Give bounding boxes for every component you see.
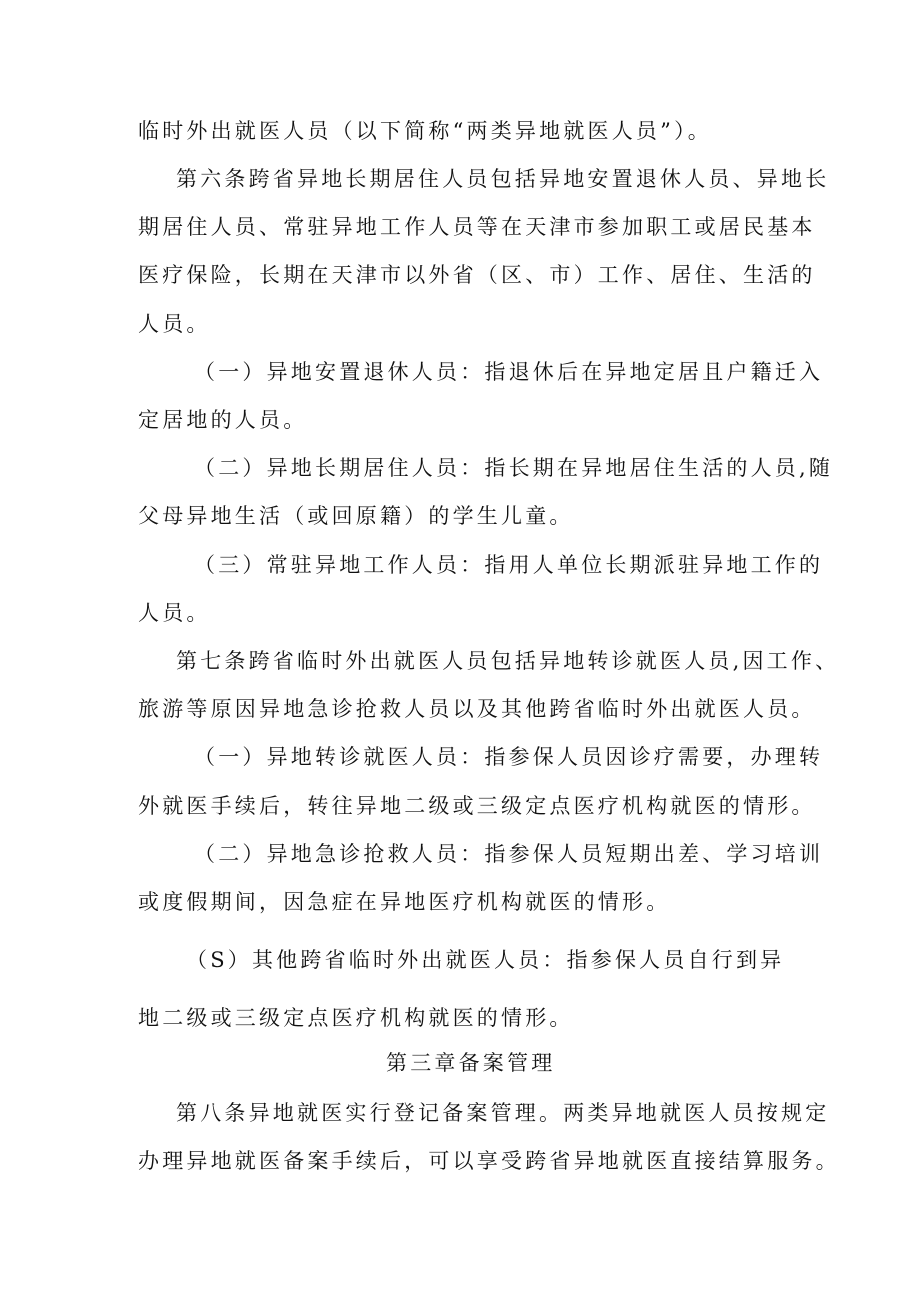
text-line: 定居地的人员。 (138, 408, 308, 432)
text-line: 人员。 (138, 601, 211, 625)
clause-line: （S）其他跨省临时外出就医人员：指参保人员自行到异 (186, 948, 785, 972)
text-line: 临时外出就医人员（以下简称“两类异地就医人员”）。 (138, 119, 712, 143)
article-7-line: 第七条跨省临时外出就医人员包括异地转诊就医人员,因工作、 (176, 649, 840, 673)
text-line: 旅游等原因异地急诊抢救人员以及其他跨省临时外出就医人员。 (138, 697, 816, 721)
text-line: 医疗保险，长期在天津市以外省（区、市）工作、居住、生活的 (138, 263, 816, 287)
text-line: 父母异地生活（或回原籍）的学生儿童。 (138, 504, 574, 528)
text-line: 外就医手续后，转往异地二级或三级定点医疗机构就医的情形。 (138, 794, 816, 818)
text-line: 人员。 (138, 312, 211, 336)
clause-line: （二）异地急诊抢救人员：指参保人员短期出差、学习培训 (194, 842, 824, 866)
article-6-line: 第六条跨省异地长期居住人员包括异地安置退休人员、异地长 (176, 167, 830, 191)
clause-line: （二）异地长期居住人员：指长期在异地居住生活的人员,随 (194, 456, 834, 480)
article-8-line: 第八条异地就医实行登记备案管理。两类异地就医人员按规定 (176, 1101, 830, 1125)
text-line: 期居住人员、常驻异地工作人员等在天津市参加职工或居民基本 (138, 215, 816, 239)
clause-line: （一）异地转诊就医人员：指参保人员因诊疗需要，办理转 (194, 745, 824, 769)
clause-line: （一）异地安置退休人员：指退休后在异地定居且户籍迁入 (194, 360, 824, 384)
text-line: 或度假期间，因急症在异地医疗机构就医的情形。 (138, 890, 671, 914)
text-line: 办理异地就医备案手续后，可以享受跨省异地就医直接结算服务。 (138, 1149, 840, 1173)
clause-line: （三）常驻异地工作人员：指用人单位长期派驻异地工作的 (194, 553, 824, 577)
text-line: 地二级或三级定点医疗机构就医的情形。 (138, 1006, 574, 1030)
chapter-heading: 第三章备案管理 (386, 1051, 556, 1075)
